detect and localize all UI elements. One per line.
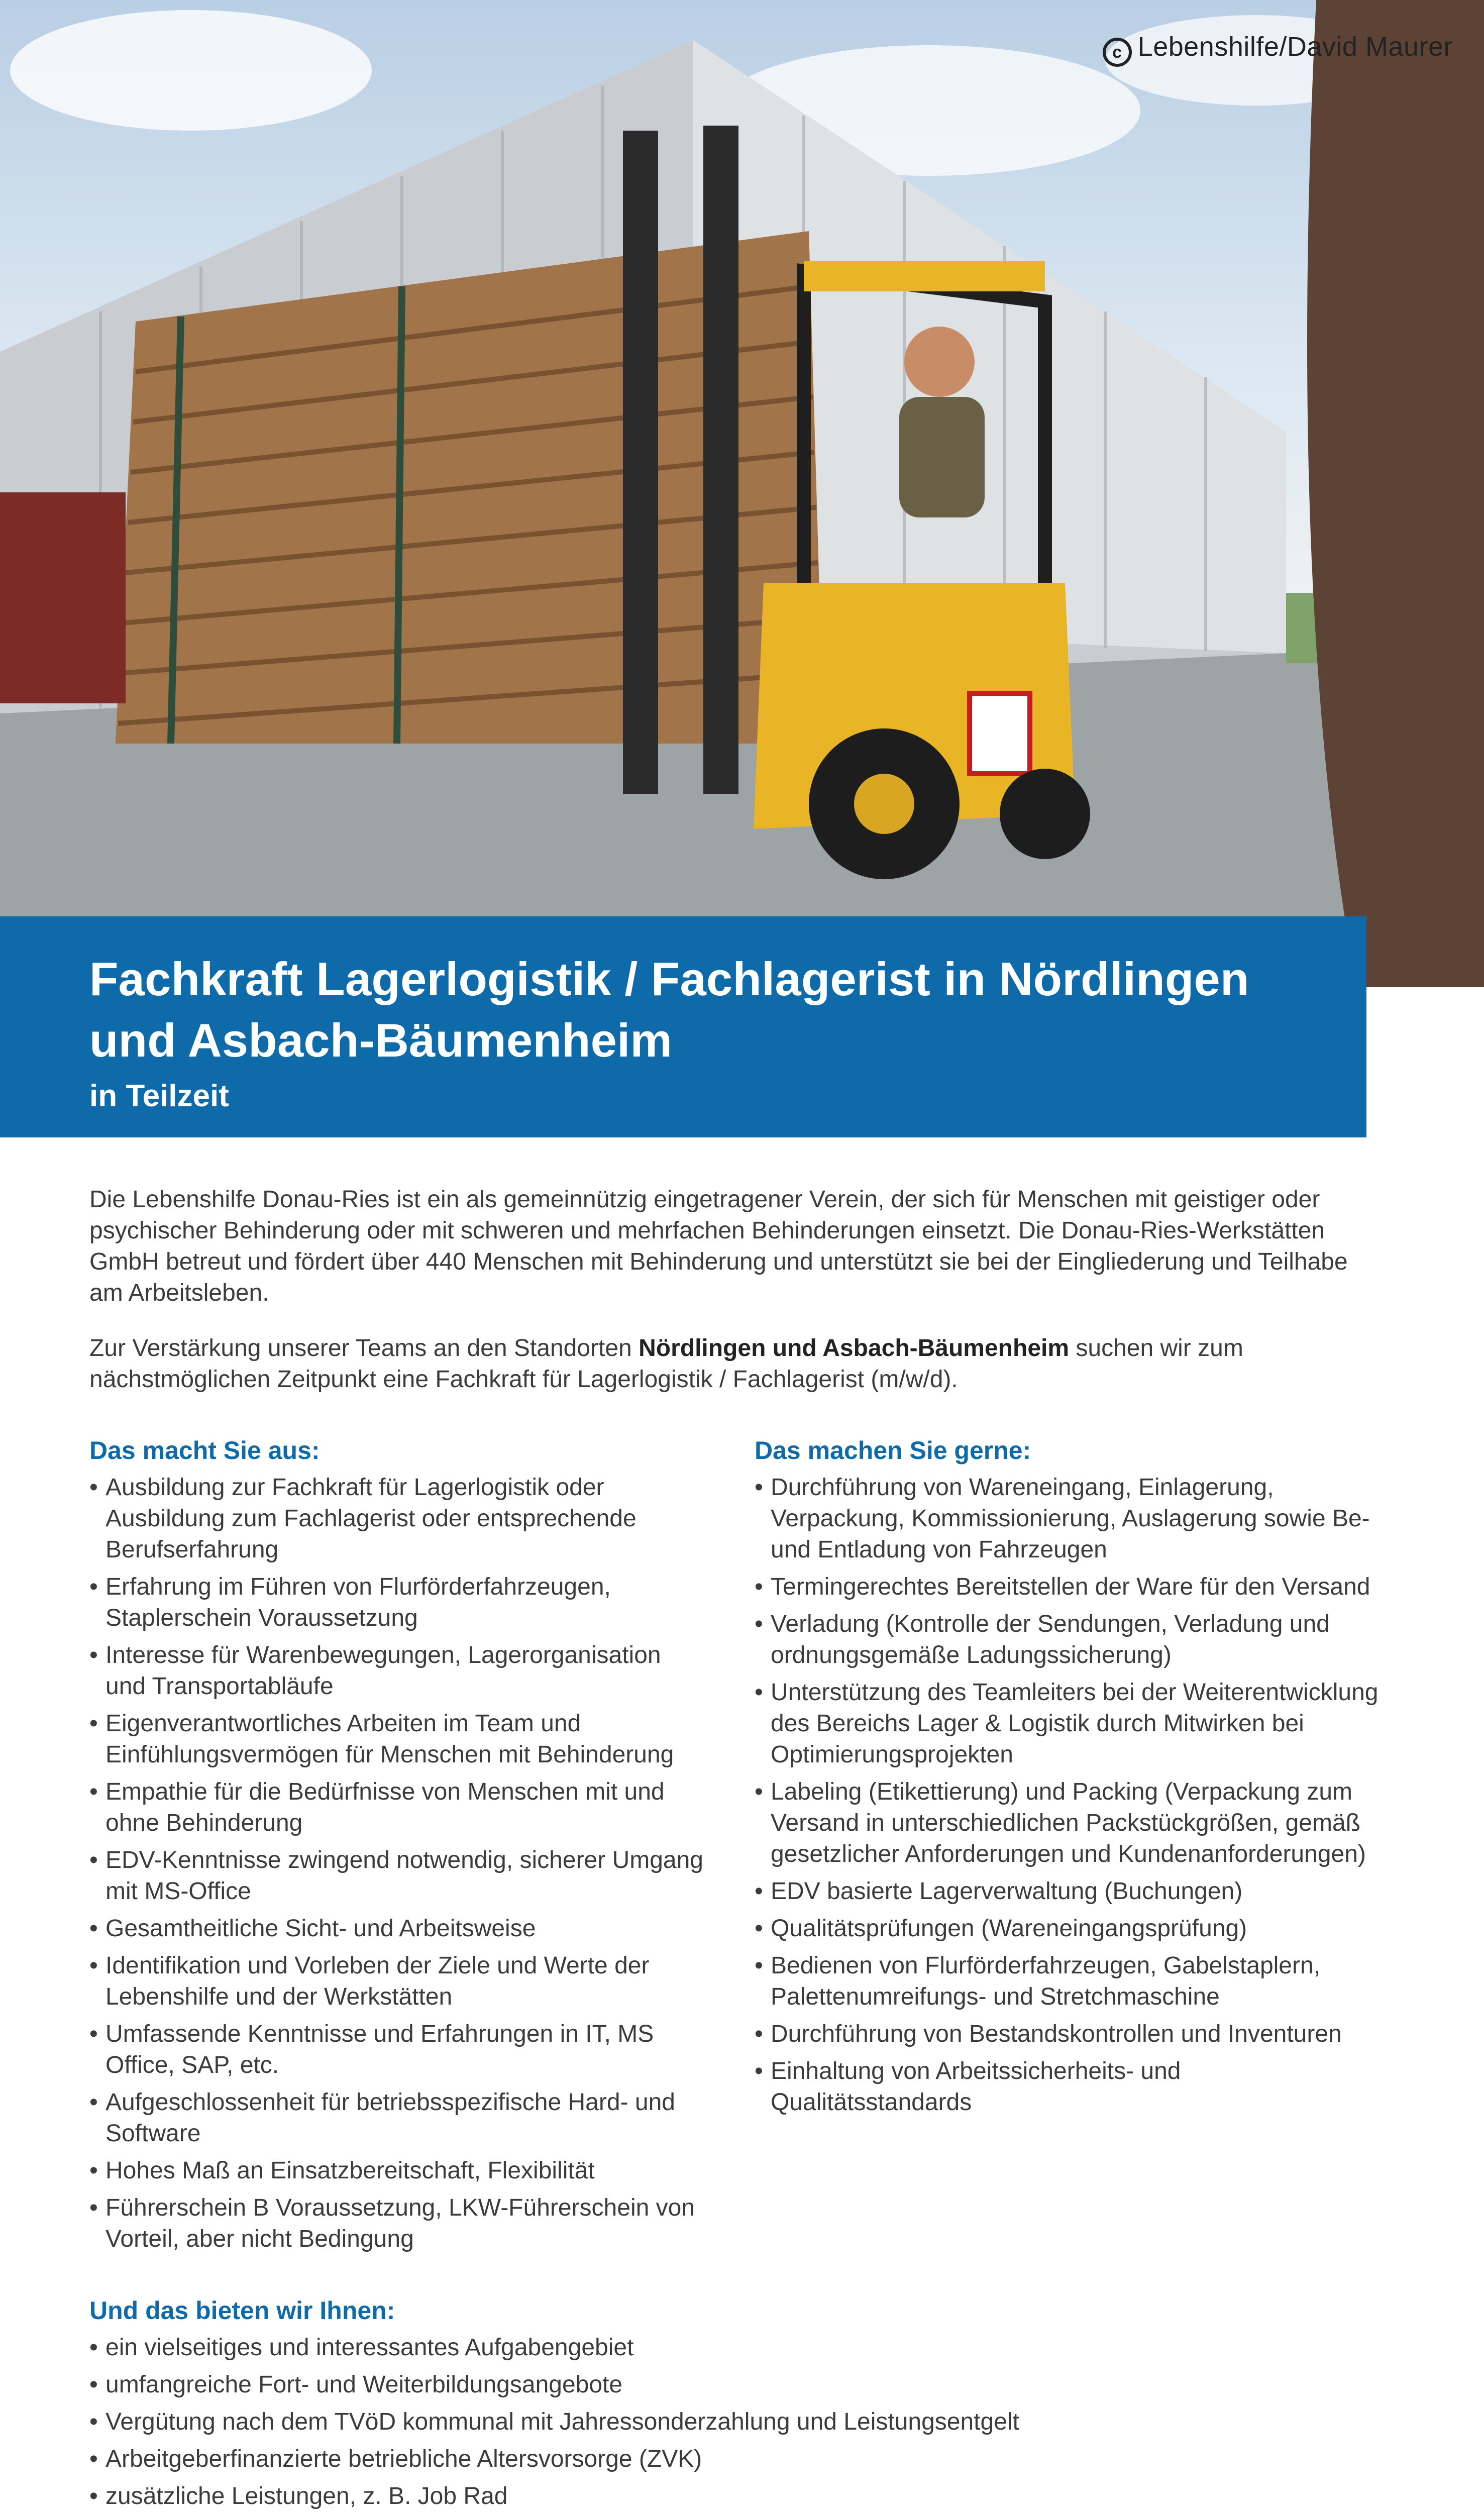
intro-text-after: suchen wir zum nächstmöglichen Zeitpunkt eine Fachkraft für Lagerlogistik / Fachlagerist (m/w/d). <box>89 1335 1243 1393</box>
list-item: • umfangreiche Fort- und Weiterbildungsangebote <box>89 2369 1386 2400</box>
list-item: • Eigenverantwortliches Arbeiten im Team und Einfühlungsvermögen für Menschen mit Behinderung <box>89 1708 707 1770</box>
list-item: • Qualitätsprüfungen (Wareneingangsprüfung) <box>755 1913 1383 1944</box>
list-item: • Interesse für Warenbewegungen, Lagerorganisation und Transportabläufe <box>89 1640 707 1702</box>
list-item: • Einhaltung von Arbeitssicherheits- und Qualitätsstandards <box>755 2056 1383 2118</box>
profile-heading: Das macht Sie aus: <box>89 1436 320 1464</box>
profile-list <box>89 1472 707 2261</box>
list-item: • Identifikation und Vorleben der Ziele und Werte der Lebenshilfe und der Werkstätten <box>89 1950 707 2013</box>
hero-photo <box>0 0 1484 987</box>
intro-text-before: Zur Verstärkung unserer Teams an den Standorten <box>89 1335 639 1362</box>
job-subtitle: in Teilzeit <box>89 1079 229 1113</box>
list-item: • Bedienen von Flurförderfahrzeugen, Gabelstaplern, Palettenumreifungs- und Stretchmaschine <box>755 1950 1383 2013</box>
job-title: Fachkraft Lagerlogistik / Fachlagerist in Nördlingen und Asbach-Bäumenheim <box>89 953 1249 1067</box>
tasks-list <box>755 1472 1383 2124</box>
benefits-heading: Und das bieten wir Ihnen: <box>89 2296 395 2325</box>
list-item: • Verladung (Kontrolle der Sendungen, Verladung und ordnungsgemäße Ladungssicherung) <box>755 1609 1383 1671</box>
list-item: • Durchführung von Bestandskontrollen und Inventuren <box>755 2019 1383 2050</box>
list-item: • EDV basierte Lagerverwaltung (Buchungen) <box>755 1876 1383 1907</box>
list-item: • Gesamtheitliche Sicht- und Arbeitsweise <box>89 1913 707 1944</box>
list-item: • Umfassende Kenntnisse und Erfahrungen in IT, MS Office, SAP, etc. <box>89 2019 707 2081</box>
intro-paragraph-2 <box>89 1333 1386 1395</box>
copyright-icon: c <box>1103 38 1132 67</box>
list-item: • Aufgeschlossenheit für betriebsspezifische Hard- und Software <box>89 2087 707 2149</box>
list-item: • Unterstützung des Teamleiters bei der Weiterentwicklung des Bereichs Lager & Logistik durch Mitwirken bei Optimierungsprojekten <box>755 1677 1383 1770</box>
forklift-illustration <box>0 0 1484 987</box>
title-band <box>0 916 1366 1137</box>
list-item: • zusätzliche Leistungen, z. B. Job Rad <box>89 2481 1386 2512</box>
list-item: • Hohes Maß an Einsatzbereitschaft, Flexibilität <box>89 2155 707 2186</box>
list-item: • Erfahrung im Führen von Flurförderfahrzeugen, Staplerschein Voraussetzung <box>89 1572 707 1634</box>
list-item: • Termingerechtes Bereitstellen der Ware für den Versand <box>755 1572 1383 1603</box>
photo-credit-text: Lebenshilfe/David Maurer <box>1137 32 1453 62</box>
list-item: • Vergütung nach dem TVöD kommunal mit Jahressonderzahlung und Leistungsentgelt <box>89 2406 1386 2438</box>
photo-credit <box>1103 31 1453 67</box>
list-item: • EDV-Kenntnisse zwingend notwendig, sicherer Umgang mit MS-Office <box>89 1845 707 1907</box>
intro-locations: Nördlingen und Asbach-Bäumenheim <box>639 1335 1070 1362</box>
list-item: • Ausbildung zur Fachkraft für Lagerlogistik oder Ausbildung zum Fachlagerist oder entsprechende Berufserfahrung <box>89 1472 707 1565</box>
list-item: • Arbeitgeberfinanzierte betriebliche Altersvorsorge (ZVK) <box>89 2444 1386 2475</box>
list-item: • Empathie für die Bedürfnisse von Menschen mit und ohne Behinderung <box>89 1776 707 1839</box>
list-item: • Durchführung von Wareneingang, Einlagerung, Verpackung, Kommissionierung, Auslagerung sowie Be- und Entladung von Fahrzeugen <box>755 1472 1383 1565</box>
list-item: • Führerschein B Voraussetzung, LKW-Führerschein von Vorteil, aber nicht Bedingung <box>89 2192 707 2255</box>
tasks-heading: Das machen Sie gerne: <box>755 1436 1031 1464</box>
benefits-list <box>89 2332 1386 2512</box>
list-item: • Labeling (Etikettierung) und Packing (Verpackung zum Versand in unterschiedlichen Packstückgrößen, gemäß gesetzlicher Anforderungen und Kundenanforderungen) <box>755 1776 1383 1870</box>
list-item: • ein vielseitiges und interessantes Aufgabengebiet <box>89 2332 1386 2363</box>
intro-paragraph-1: Die Lebenshilfe Donau-Ries ist ein als gemeinnützig eingetragener Verein, der sich für Menschen mit geistiger oder psychischer Behinderung oder mit schweren und mehrfachen Behinderungen einsetzt. Die Donau-Ries-Werkstätten GmbH betreut und fördert über 440 Menschen mit Behinderung und unterstützt sie bei der Eingliederung und Teilhabe am Arbeitsleben. <box>89 1186 1348 1306</box>
